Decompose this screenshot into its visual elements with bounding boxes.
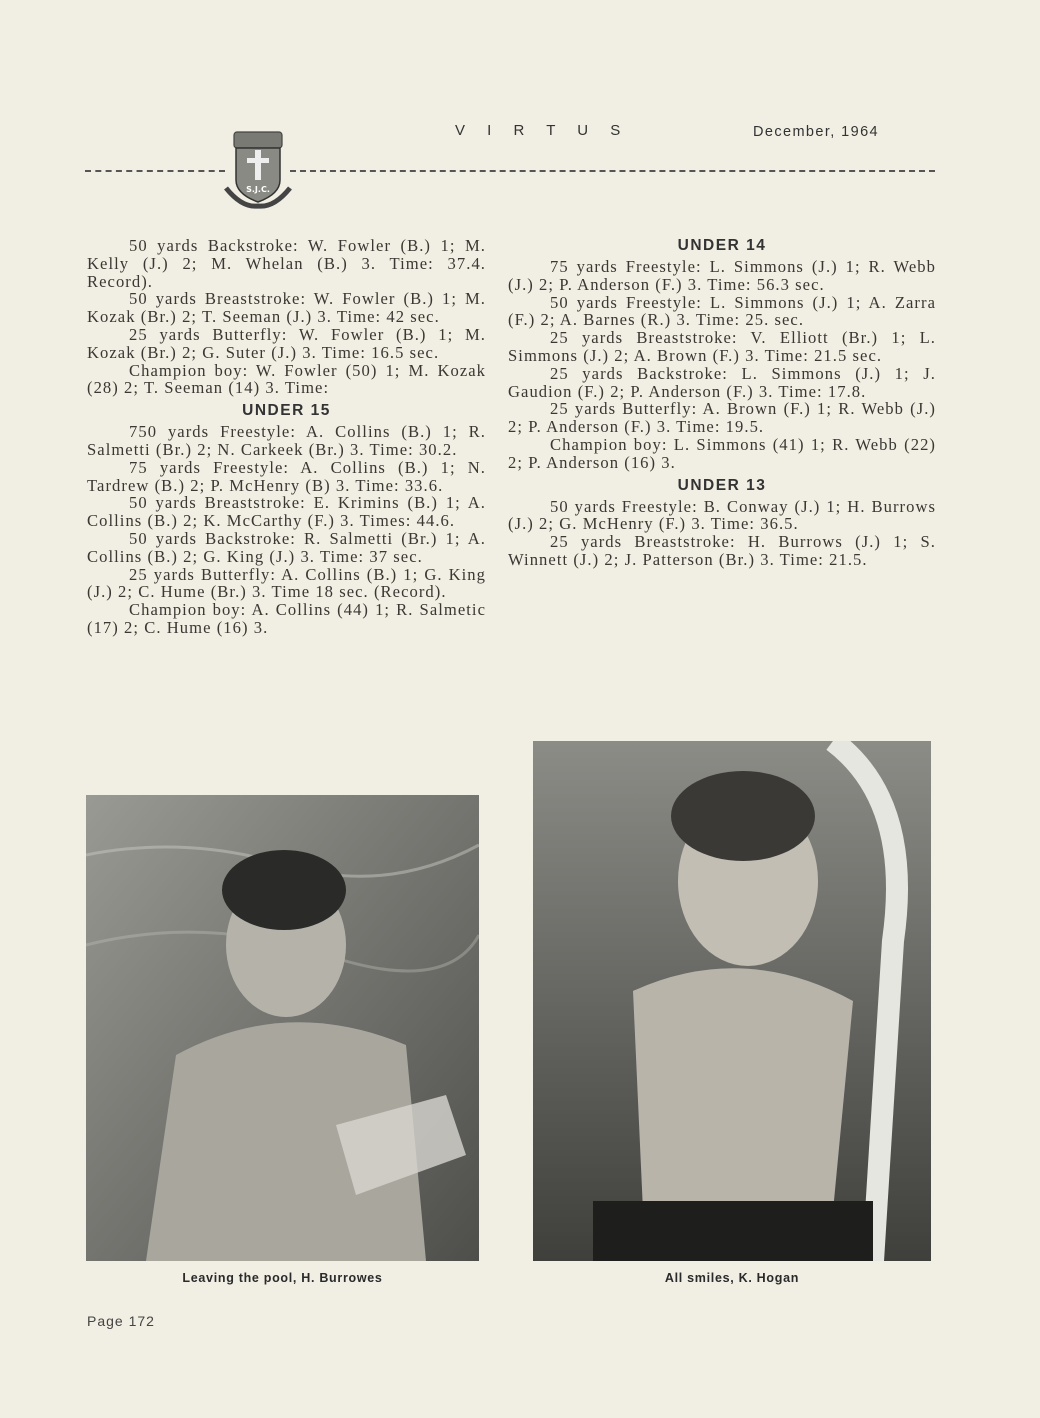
section-heading-under-13: UNDER 13 bbox=[677, 476, 767, 494]
section-heading-under-14: UNDER 14 bbox=[677, 237, 767, 254]
photo-caption-left: Leaving the pool, H. Burrowes bbox=[182, 1271, 383, 1285]
right-text-column bbox=[508, 237, 936, 569]
photo-boy-smiling bbox=[533, 741, 931, 1261]
result-paragraph: Champion boy: W. Fowler (50) 1; M. Kozak (28) 2; T. Seeman (14) 3. Time: bbox=[87, 360, 486, 398]
photo-caption-right: All smiles, K. Hogan bbox=[664, 1271, 800, 1285]
issue-date: December, 1964 bbox=[753, 124, 879, 140]
result-paragraph: 25 yards Breaststroke: V. Elliott (Br.) 1; L. Simmons (J.) 2; A. Brown (F.) 3. Time: 21.5 sec. bbox=[508, 328, 936, 365]
result-paragraph: 25 yards Backstroke: L. Simmons (J.) 1; J. Gaudion (F.) 2; P. Anderson (F.) 3. Time: 17.8. bbox=[508, 363, 936, 401]
result-paragraph: 50 yards Breaststroke: W. Fowler (B.) 1; M. Kozak (Br.) 2; T. Seeman (J.) 3. Time: 42 sec. bbox=[87, 289, 486, 327]
section-heading-under-15: UNDER 15 bbox=[242, 402, 331, 420]
result-paragraph: 25 yards Butterfly: A. Brown (F.) 1; R. Webb (J.) 2; P. Anderson (F.) 3. Time: 19.5. bbox=[508, 399, 936, 437]
page-number: Page 172 bbox=[87, 1313, 155, 1329]
result-paragraph: 50 yards Backstroke: W. Fowler (B.) 1; M. Kelly (J.) 2; M. Whelan (B.) 3. Time: 37.4. Record). bbox=[87, 236, 486, 291]
publication-title: V I R T U S bbox=[455, 122, 630, 139]
result-paragraph: 50 yards Backstroke: R. Salmetti (Br.) 1; A. Collins (B.) 2; G. King (J.) 3. Time: 37 sec. bbox=[87, 528, 486, 566]
result-paragraph: 25 yards Breaststroke: H. Burrows (J.) 1; S. Winnett (J.) 2; J. Patterson (Br.) 3. Time: 21.5. bbox=[508, 532, 936, 569]
crest-text: S.J.C. bbox=[246, 185, 270, 194]
left-text-column bbox=[87, 237, 486, 637]
result-paragraph: 75 yards Freestyle: L. Simmons (J.) 1; R. Webb (J.) 2; P. Anderson (F.) 3. Time: 56.3 sec. bbox=[508, 257, 936, 294]
school-crest-icon bbox=[224, 128, 292, 210]
photo-boy-leaving-pool bbox=[86, 795, 479, 1261]
result-paragraph: 75 yards Freestyle: A. Collins (B.) 1; N. Tardrew (B.) 2; P. McHenry (B) 3. Time: 33.6. bbox=[87, 457, 486, 495]
result-paragraph: Champion boy: A. Collins (44) 1; R. Salmetic (17) 2; C. Hume (16) 3. bbox=[87, 600, 486, 637]
result-paragraph: Champion boy: L. Simmons (41) 1; R. Webb (22) 2; P. Anderson (16) 3. bbox=[508, 434, 936, 472]
result-paragraph: 50 yards Freestyle: B. Conway (J.) 1; H. Burrows (J.) 2; G. McHenry (F.) 3. Time: 36.5. bbox=[508, 496, 936, 534]
result-paragraph: 750 yards Freestyle: A. Collins (B.) 1; R. Salmetti (Br.) 2; N. Carkeek (Br.) 3. Time: 30.2. bbox=[87, 422, 486, 459]
result-paragraph: 50 yards Breaststroke: E. Krimins (B.) 1; A. Collins (B.) 2; K. McCarthy (F.) 3. Times: 44.6. bbox=[87, 493, 486, 531]
result-paragraph: 25 yards Butterfly: A. Collins (B.) 1; G. King (J.) 2; C. Hume (Br.) 3. Time 18 sec. (Record). bbox=[87, 564, 486, 602]
header-rule-right bbox=[290, 170, 935, 172]
header-rule-left bbox=[85, 170, 225, 172]
result-paragraph: 50 yards Freestyle: L. Simmons (J.) 1; A. Zarra (F.) 2; A. Barnes (R.) 3. Time: 25. sec. bbox=[508, 292, 936, 330]
result-paragraph: 25 yards Butterfly: W. Fowler (B.) 1; M. Kozak (Br.) 2; G. Suter (J.) 3. Time: 16.5 sec. bbox=[87, 324, 486, 362]
